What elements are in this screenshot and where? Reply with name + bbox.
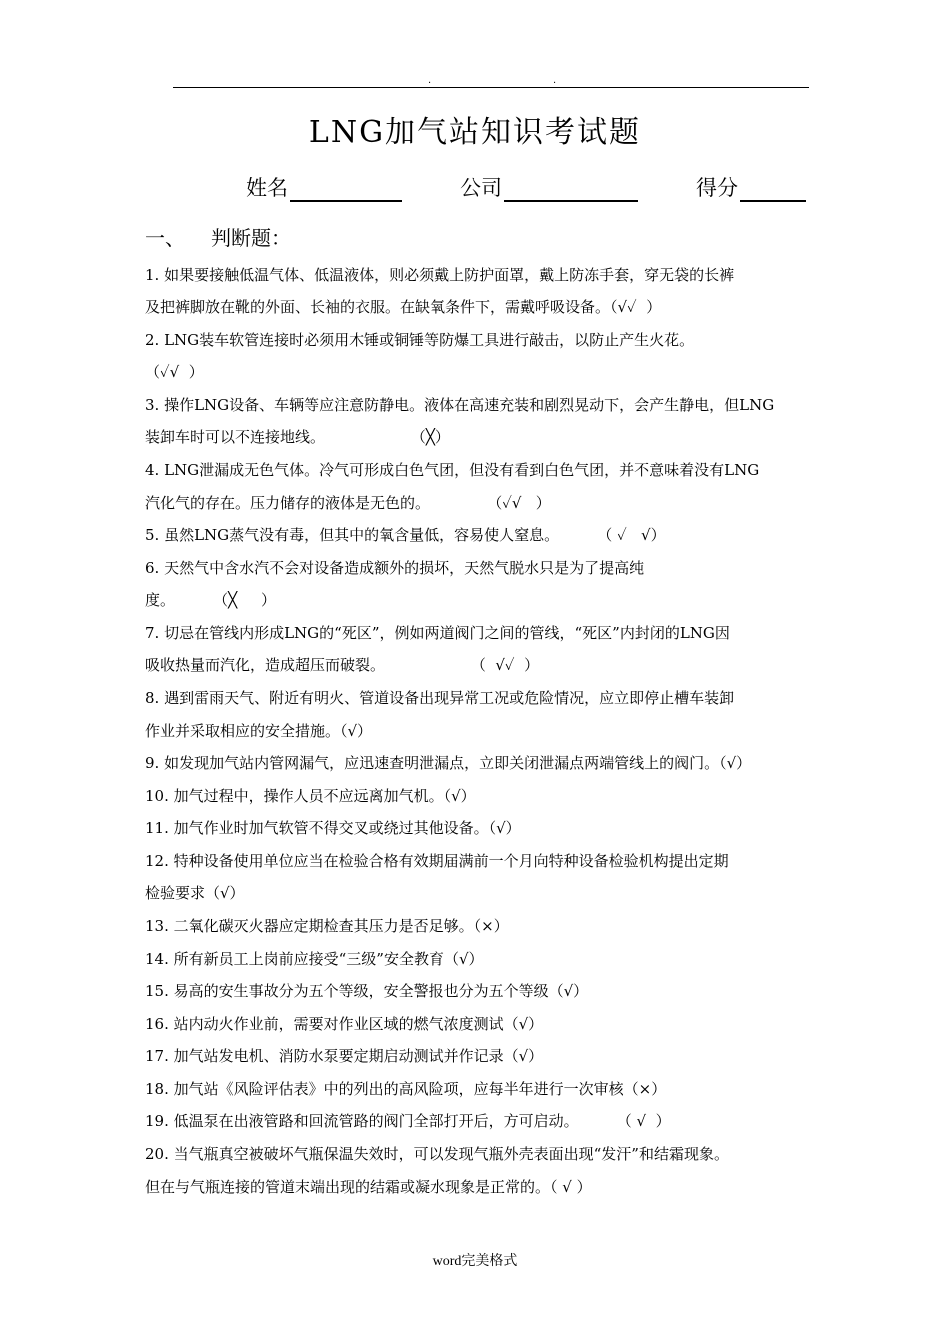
score-label: 得分 — [696, 176, 738, 200]
question-line: 16. 站内动火作业前，需要对作业区域的燃气浓度测试（√） — [145, 1015, 544, 1033]
header-dot: . — [428, 75, 432, 86]
question-line: 10. 加气过程中，操作人员不应远离加气机。（√） — [145, 787, 476, 805]
question-line: 作业并采取相应的安全措施。（√） — [145, 722, 373, 740]
question-line: 18. 加气站《风险评估表》中的列出的高风险项，应每半年进行一次审核（×） — [145, 1080, 667, 1098]
question-line: 6. 天然气中含水汽不会对设备造成额外的损坏，天然气脱水只是为了提高纯 — [145, 559, 645, 577]
question-line: 7. 切忌在管线内形成LNG的“死区”，例如两道阀门之间的管线，“死区”内封闭的LNG因 — [145, 624, 730, 642]
question-line: 吸收热量而汽化，造成超压而破裂。 （ √✓ ） — [145, 656, 540, 674]
page-footer: word完美格式 — [432, 1254, 518, 1269]
question-line: 检验要求（√） — [145, 884, 245, 902]
question-line: 3. 操作LNG设备、车辆等应注意防静电。液体在高速充装和剧烈晃动下，会产生静电，但LNG — [145, 396, 775, 414]
question-line: 2. LNG装车软管连接时必须用木锤或铜锤等防爆工具进行敲击，以防止产生火花。 — [145, 331, 695, 349]
question-line: 汽化气的存在。压力储存的液体是无色的。 （✓√ ） — [145, 494, 551, 512]
section-title: 判断题： — [211, 226, 291, 250]
question-line: 装卸车时可以不连接地线。 （╳） — [145, 428, 450, 446]
question-line: 9. 如发现加气站内管网漏气，应迅速查明泄漏点，立即关闭泄漏点两端管线上的阀门。（√） — [145, 754, 752, 772]
question-line: 但在与气瓶连接的管道末端出现的结霜或凝水现象是正常的。（ √ ） — [145, 1178, 592, 1196]
page-title: LNG加气站知识考试题 — [308, 115, 642, 150]
question-line: 8. 遇到雷雨天气、附近有明火、管道设备出现异常工况或危险情况，应立即停止槽车装卸 — [145, 689, 735, 707]
question-line: 17. 加气站发电机、消防水泵要定期启动测试并作记录（√） — [145, 1047, 544, 1065]
company-label: 公司 — [460, 176, 502, 200]
section-number: 一、 — [145, 226, 185, 250]
question-line: 4. LNG泄漏成无色气体。冷气可形成白色气团，但没有看到白色气团，并不意味着没有LNG — [145, 461, 760, 479]
company-blank — [504, 200, 638, 202]
question-line: 度。 （╳ ） — [145, 591, 277, 609]
question-line: （✓√ ） — [145, 363, 204, 381]
question-line: 及把裤脚放在靴的外面、长袖的衣服。在缺氧条件下，需戴呼吸设备。（√✓ ） — [145, 298, 662, 316]
header-dot: . — [553, 75, 557, 86]
question-line: 14. 所有新员工上岗前应接受“三级”安全教育（√） — [145, 950, 484, 968]
question-line: 15. 易高的安生事故分为五个等级，安全警报也分为五个等级（√） — [145, 982, 589, 1000]
name-blank — [290, 200, 402, 202]
question-line: 20. 当气瓶真空被破坏气瓶保温失效时，可以发现气瓶外壳表面出现“发汗”和结霜现象。 — [145, 1145, 729, 1163]
question-line: 1. 如果要接触低温气体、低温液体，则必须戴上防护面罩，戴上防冻手套，穿无袋的长裤 — [145, 266, 735, 284]
info-row — [0, 170, 950, 204]
name-label: 姓名 — [246, 176, 288, 200]
question-line: 11. 加气作业时加气软管不得交叉或绕过其他设备。（√） — [145, 819, 521, 837]
question-line: 5. 虽然LNG蒸气没有毒，但其中的氧含量低，容易使人窒息。 （ ✓ √） — [145, 526, 666, 544]
header-rule — [173, 87, 809, 88]
question-line: 12. 特种设备使用单位应当在检验合格有效期届满前一个月向特种设备检验机构提出定期 — [145, 852, 729, 870]
section-heading — [145, 222, 291, 251]
score-blank — [740, 200, 806, 202]
question-line: 19. 低温泵在出液管路和回流管路的阀门全部打开后，方可启动。 （ √ ） — [145, 1112, 671, 1130]
question-line: 13. 二氧化碳灭火器应定期检查其压力是否足够。（×） — [145, 917, 509, 935]
